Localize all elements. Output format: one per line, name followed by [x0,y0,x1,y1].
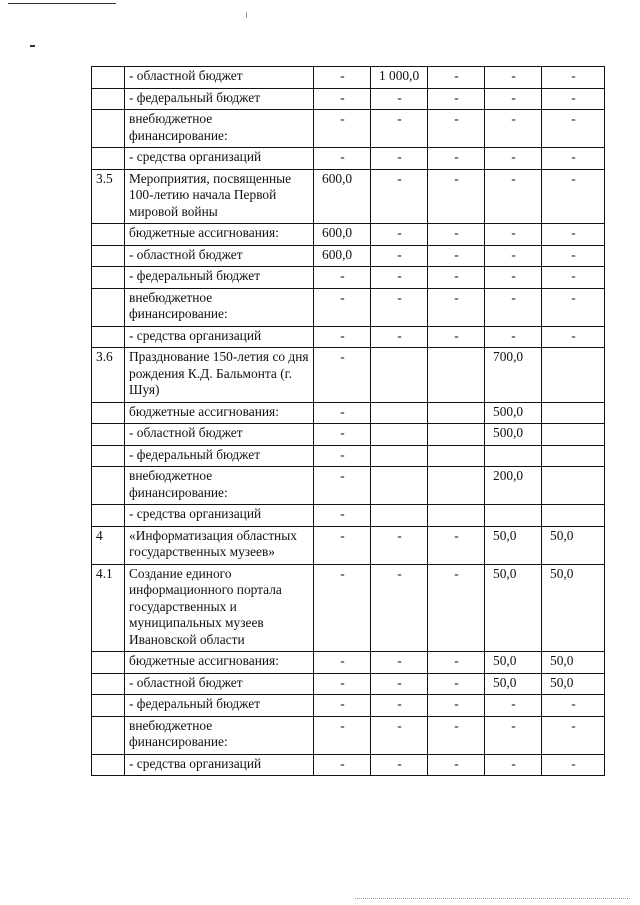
value-cell-5 [542,402,605,424]
value-cell-1: - [314,88,371,110]
table-row [92,267,605,289]
value-cell-1: - [314,505,371,527]
value-cell-4: 50,0 [485,564,542,652]
table-row [92,348,605,403]
value-cell-3: - [428,673,485,695]
value-cell-3 [428,467,485,505]
value-cell-1: - [314,288,371,326]
value-cell-5 [542,348,605,403]
value-cell-4: 500,0 [485,402,542,424]
value-cell-4: - [485,754,542,776]
value-cell-2: - [371,245,428,267]
value-cell-5: - [542,267,605,289]
table-row [92,88,605,110]
value-cell-3 [428,505,485,527]
table-row [92,652,605,674]
row-number [92,445,125,467]
value-cell-1: - [314,564,371,652]
value-cell-5 [542,424,605,446]
value-cell-3: - [428,169,485,224]
value-cell-5: 50,0 [542,673,605,695]
value-cell-5: - [542,245,605,267]
value-cell-5: - [542,88,605,110]
row-number [92,326,125,348]
row-number [92,67,125,89]
table-row [92,564,605,652]
value-cell-3: - [428,67,485,89]
row-number [92,716,125,754]
value-cell-2 [371,505,428,527]
row-item: - областной бюджет [125,673,314,695]
table-row [92,245,605,267]
value-cell-2 [371,445,428,467]
value-cell-4: - [485,148,542,170]
value-cell-3: - [428,526,485,564]
row-item: - федеральный бюджет [125,267,314,289]
value-cell-1: - [314,424,371,446]
row-item: - федеральный бюджет [125,88,314,110]
value-cell-3 [428,424,485,446]
row-item: внебюджетное финансирование: [125,110,314,148]
value-cell-5 [542,505,605,527]
value-cell-1: - [314,445,371,467]
value-cell-4: - [485,695,542,717]
value-cell-2: - [371,224,428,246]
value-cell-4: 50,0 [485,673,542,695]
value-cell-4: - [485,110,542,148]
value-cell-2: - [371,716,428,754]
row-number [92,652,125,674]
value-cell-1: - [314,716,371,754]
table-row [92,424,605,446]
row-item: «Информатизация областных государственных музеев» [125,526,314,564]
row-item: - областной бюджет [125,424,314,446]
value-cell-5: - [542,148,605,170]
row-number: 4.1 [92,564,125,652]
budget-table-body [92,67,605,776]
row-item: внебюджетное финансирование: [125,716,314,754]
value-cell-5 [542,445,605,467]
table-row [92,148,605,170]
value-cell-3: - [428,716,485,754]
row-item: - средства организаций [125,754,314,776]
row-item: - федеральный бюджет [125,695,314,717]
row-number [92,505,125,527]
value-cell-5: 50,0 [542,564,605,652]
value-cell-2: - [371,267,428,289]
value-cell-1: - [314,754,371,776]
table-row [92,169,605,224]
value-cell-1: - [314,467,371,505]
row-number [92,695,125,717]
value-cell-1: - [314,67,371,89]
row-number [92,110,125,148]
row-number [92,245,125,267]
value-cell-2: - [371,673,428,695]
table-row [92,754,605,776]
row-item: Создание единого информационного портала государственных и муниципальных музеев Ивановской области [125,564,314,652]
value-cell-2: - [371,326,428,348]
value-cell-2 [371,348,428,403]
table-row [92,716,605,754]
value-cell-1: 600,0 [314,169,371,224]
row-item: Мероприятия, посвященные 100-летию начала Первой мировой войны [125,169,314,224]
row-number [92,224,125,246]
row-number [92,88,125,110]
table-row [92,526,605,564]
row-number: 3.5 [92,169,125,224]
value-cell-4: 50,0 [485,652,542,674]
row-number: 3.6 [92,348,125,403]
value-cell-1: - [314,526,371,564]
table-row [92,67,605,89]
value-cell-4: 700,0 [485,348,542,403]
value-cell-2: - [371,564,428,652]
value-cell-3: - [428,224,485,246]
value-cell-2 [371,402,428,424]
value-cell-2: 1 000,0 [371,67,428,89]
table-row [92,402,605,424]
value-cell-4: 200,0 [485,467,542,505]
row-number [92,148,125,170]
row-number [92,673,125,695]
table-row [92,695,605,717]
value-cell-5: - [542,169,605,224]
table-row [92,224,605,246]
budget-table [91,66,605,776]
value-cell-1: - [314,348,371,403]
value-cell-3 [428,402,485,424]
value-cell-4: - [485,267,542,289]
table-row [92,505,605,527]
row-number [92,402,125,424]
row-number [92,754,125,776]
value-cell-3: - [428,564,485,652]
table-row [92,110,605,148]
row-item: бюджетные ассигнования: [125,402,314,424]
table-row [92,445,605,467]
value-cell-4: 50,0 [485,526,542,564]
value-cell-3: - [428,245,485,267]
value-cell-5: - [542,716,605,754]
value-cell-4: - [485,169,542,224]
table-row [92,326,605,348]
value-cell-2: - [371,652,428,674]
value-cell-1: - [314,110,371,148]
value-cell-2: - [371,754,428,776]
value-cell-2: - [371,526,428,564]
scan-tick [246,12,247,18]
value-cell-2: - [371,148,428,170]
value-cell-5: - [542,695,605,717]
value-cell-1: - [314,402,371,424]
value-cell-3: - [428,288,485,326]
row-item: внебюджетное финансирование: [125,467,314,505]
row-number [92,467,125,505]
value-cell-3: - [428,754,485,776]
value-cell-4: - [485,224,542,246]
value-cell-1: 600,0 [314,245,371,267]
bottom-dotted-rule [355,898,630,899]
value-cell-5: 50,0 [542,652,605,674]
value-cell-5: - [542,224,605,246]
value-cell-4: - [485,88,542,110]
value-cell-5: 50,0 [542,526,605,564]
value-cell-3 [428,445,485,467]
value-cell-2: - [371,695,428,717]
value-cell-3: - [428,695,485,717]
row-item: Празднование 150-летия со дня рождения К.Д. Бальмонта (г. Шуя) [125,348,314,403]
row-item: - средства организаций [125,148,314,170]
value-cell-2 [371,467,428,505]
value-cell-4: - [485,326,542,348]
value-cell-4: - [485,716,542,754]
row-number [92,267,125,289]
row-item: бюджетные ассигнования: [125,224,314,246]
value-cell-5: - [542,67,605,89]
value-cell-1: - [314,652,371,674]
value-cell-1: 600,0 [314,224,371,246]
value-cell-3: - [428,88,485,110]
value-cell-1: - [314,673,371,695]
row-item: внебюджетное финансирование: [125,288,314,326]
row-item: бюджетные ассигнования: [125,652,314,674]
value-cell-4: - [485,288,542,326]
row-item: - областной бюджет [125,245,314,267]
value-cell-3: - [428,652,485,674]
value-cell-3: - [428,110,485,148]
value-cell-4 [485,505,542,527]
value-cell-1: - [314,326,371,348]
row-item: - федеральный бюджет [125,445,314,467]
value-cell-2: - [371,288,428,326]
row-number: 4 [92,526,125,564]
scan-mark [30,45,35,47]
row-number [92,424,125,446]
value-cell-1: - [314,695,371,717]
value-cell-4: - [485,67,542,89]
value-cell-4: - [485,245,542,267]
table-row [92,467,605,505]
value-cell-5 [542,467,605,505]
row-item: - областной бюджет [125,67,314,89]
value-cell-3 [428,348,485,403]
value-cell-1: - [314,148,371,170]
value-cell-3: - [428,267,485,289]
row-number [92,288,125,326]
value-cell-5: - [542,110,605,148]
top-rule [8,3,116,4]
value-cell-2: - [371,88,428,110]
table-row [92,288,605,326]
value-cell-2 [371,424,428,446]
value-cell-4 [485,445,542,467]
value-cell-3: - [428,326,485,348]
value-cell-5: - [542,326,605,348]
row-item: - средства организаций [125,505,314,527]
value-cell-5: - [542,754,605,776]
value-cell-4: 500,0 [485,424,542,446]
value-cell-2: - [371,110,428,148]
value-cell-2: - [371,169,428,224]
row-item: - средства организаций [125,326,314,348]
value-cell-5: - [542,288,605,326]
value-cell-1: - [314,267,371,289]
value-cell-3: - [428,148,485,170]
table-row [92,673,605,695]
